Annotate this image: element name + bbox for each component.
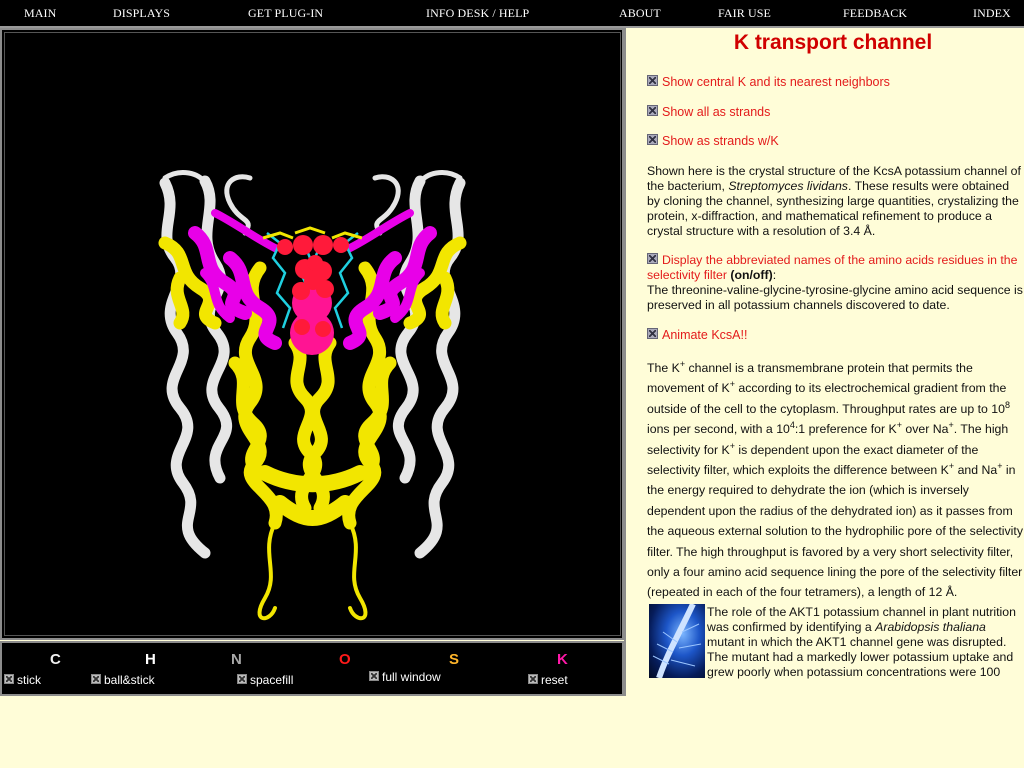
page-bottom-area [0,696,1024,768]
channel-description-paragraph [647,358,1024,603]
kcsa-protein-model[interactable] [5,33,620,635]
script-button-icon [647,75,658,86]
potassium-ions [277,235,349,355]
molecule-viewer-frame [0,28,624,640]
full-window-checkbox-icon [369,671,379,681]
ball-and-stick-label: ball&stick [104,673,155,687]
amino-acid-text: The threonine-valine-glycine-tyrosine-glycine amino acid sequence is preserved in all potassium channels discovered to date. [647,283,1023,312]
spacefill-checkbox-icon [237,674,247,684]
ball-and-stick-checkbox-icon [91,674,101,684]
reset-label: reset [541,673,568,687]
script-button-icon [647,253,658,264]
legend-sulfur [449,651,459,668]
nav-main[interactable]: MAIN [24,6,57,20]
nav-index[interactable]: INDEX [973,6,1011,20]
display-amino-acid-names-label: Display the abbreviated names of the amino acids residues in the selectivity filter [647,253,1018,282]
page-title: K transport channel [733,31,933,54]
p3-sup4: 4 [789,420,795,431]
show-strands-with-k-label: Show as strands w/K [662,134,779,148]
script-button-icon [647,134,658,145]
full-window-label: full window [382,670,441,684]
p3-s6: over Na [902,422,949,437]
nav-feedback[interactable]: FEEDBACK [843,6,908,20]
viewer-controls [0,641,624,696]
reset-button[interactable] [528,673,568,687]
legend-hydrogen [145,651,156,668]
selectivity-filter-yellow-loops [263,228,362,238]
molecule-viewer[interactable] [4,32,621,636]
legend-hydrogen-label: H [145,651,156,668]
akt1-text-a: The role of the AKT1 potassium channel in plant nutrition was confirmed by identifying a [707,605,1016,634]
root-hair-picture [649,604,705,678]
nav-fair-use[interactable]: FAIR USE [718,6,771,20]
show-central-k-link[interactable] [647,75,890,89]
legend-potassium [557,651,568,668]
animate-kcsa-link[interactable] [647,328,747,342]
legend-carbon [50,651,61,668]
reset-checkbox-icon [528,674,538,684]
arabidopsis-root-image[interactable] [649,604,705,678]
legend-oxygen [339,651,351,668]
p3-s5: :1 preference for K [794,422,897,437]
stick-label: stick [17,673,41,687]
p3-sup9: + [997,460,1003,471]
animate-kcsa-label: Animate KcsA!! [662,328,748,342]
p3-sup6: + [948,420,954,431]
legend-nitrogen [231,651,242,668]
p3-s4: ions per second, with a 10 [647,422,790,437]
p3-s1: The K [647,361,680,375]
legend-carbon-label: C [50,651,61,668]
legend-potassium-label: K [557,651,568,668]
p3-sup1: + [679,358,686,369]
legend-sulfur-label: S [449,651,460,668]
p3-s10: in the energy required to dehydrate the ion (which is inversely dependent upon the radius of the dehydrated ion) as it passes from the aqueous external solution to the hydrophilic pore of the selectivity filter. The high throughput is favored by a very short selectivity filter, only a four amino acid sequence lining the pore of the selectivity filter (repeated in each of the four tetramers), a length of 12 Å. [647,463,1023,600]
on-off-toggle[interactable]: (on/off) [730,268,773,282]
akt1-paragraph [707,605,1024,680]
p3-s7: . The high selectivity for K [647,422,1009,457]
stick-checkbox-icon [4,674,14,684]
ball-and-stick-button[interactable] [91,673,155,687]
nav-get-plugin[interactable]: GET PLUG-IN [248,6,324,20]
p3-s8: is dependent upon the exact diameter of the selectivity filter, which exploits the difference between K [647,442,979,478]
legend-nitrogen-label: N [231,651,242,668]
description-paragraph [647,164,1024,239]
description-text-a: Shown here is the crystal structure of the KcsA potassium channel of the bacterium, [647,164,1021,193]
p3-s3: according to its electrochemical gradient from the outside of the cell to the cytoplasm. Throughput rates are up to 10 [647,381,1007,416]
p3-sup8: + [948,460,955,471]
p3-sup7: + [729,440,735,451]
nav-info-desk-help[interactable]: INFO DESK / HELP [426,6,530,20]
p3-sup3: 8 [1004,399,1010,410]
stick-button[interactable] [4,673,41,687]
colon-text: : [772,268,777,282]
p3-s2: channel is a transmembrane protein that permits the movement of K [647,361,973,396]
p3-sup2: + [729,379,735,390]
full-window-button[interactable] [369,670,441,684]
nav-about[interactable]: ABOUT [619,6,661,20]
p3-sup5: + [896,420,903,431]
arabidopsis-name: Arabidopsis thaliana [875,620,986,634]
spacefill-button[interactable] [237,673,293,687]
legend-oxygen-label: O [339,651,351,668]
nav-displays[interactable]: DISPLAYS [113,6,171,20]
show-all-strands-link[interactable] [647,105,770,119]
amino-acid-paragraph [647,253,1024,313]
show-central-k-label: Show central K and its nearest neighbors [662,75,890,89]
show-strands-with-k-link[interactable] [647,134,779,148]
info-panel [628,28,1024,696]
top-navigation-bar [0,0,1024,26]
p3-s9: and Na [954,463,998,478]
spacefill-label: spacefill [250,673,294,687]
akt1-text-b: mutant in which the AKT1 channel gene was disrupted. The mutant had a markedly lower potassium uptake and grew poorly when potassium concentrations were 100 [707,635,1014,679]
description-text-b: . These results were obtained by cloning the channel, synthesizing large quantities, crystalizing the protein, x-diffraction, and mathematical refinement to produce a crystal structure with a resolution of 3.4 Å. [647,179,1019,238]
show-all-strands-label: Show all as strands [662,105,771,119]
script-button-icon [647,105,658,116]
display-amino-acid-names-link[interactable] [647,253,1017,282]
script-button-icon [647,328,658,339]
species-name: Streptomyces lividans [728,179,848,193]
